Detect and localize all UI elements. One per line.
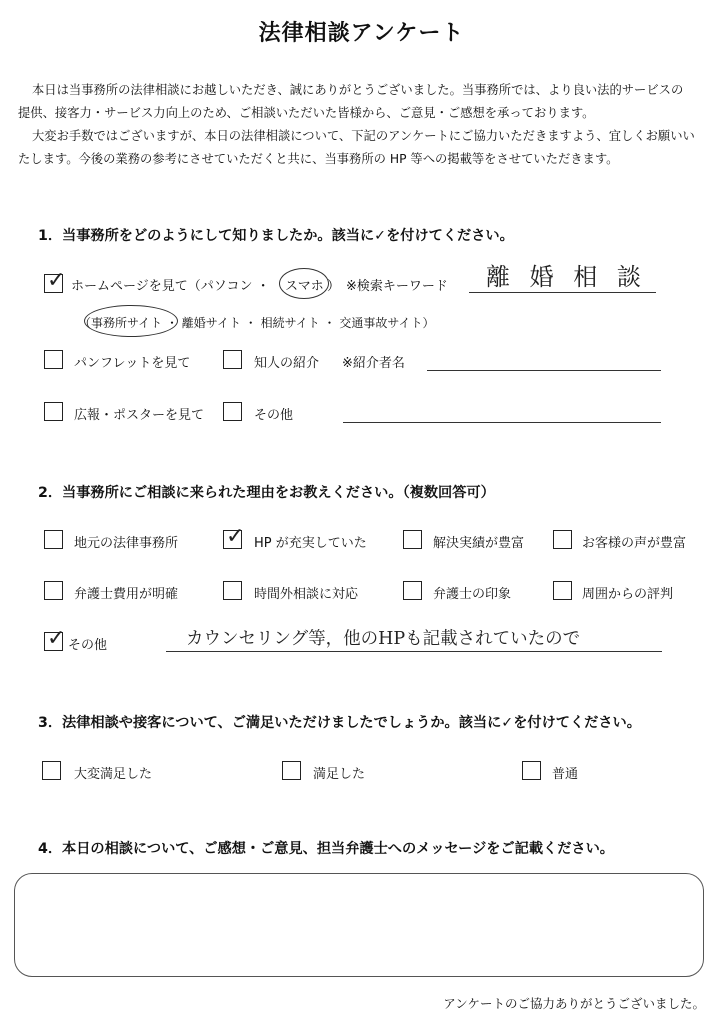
q2-option-checkbox[interactable]: [223, 530, 242, 549]
q1-keyword-underline: [469, 292, 656, 293]
q2-other-handwritten[interactable]: カウンセリング等，他のHPも記載されていたので: [186, 629, 581, 649]
q3-option-checkbox[interactable]: [522, 761, 541, 780]
q3-heading: 3．法律相談や接客について、ご満足いただけましたでしょうか。該当に✓を付けてください。: [38, 715, 641, 731]
q1-homepage-checkbox[interactable]: [44, 274, 63, 293]
q1-referrer-label: ※紹介者名: [342, 356, 405, 371]
q1-pamphlet-checkbox[interactable]: [44, 350, 63, 369]
q1-referral-label: 知人の紹介: [254, 356, 320, 371]
q2-option-label: 時間外相談に対応: [254, 587, 359, 602]
q3-option-label: 満足した: [313, 767, 366, 782]
footer-thanks: アンケートのご協力ありがとうございました。: [443, 996, 705, 1011]
intro-line-2: 提供、接客力・サービス力向上のため、ご相談いただいた皆様から、ご意見・ご感想を承っております。: [18, 106, 595, 120]
q2-option-checkbox[interactable]: [44, 530, 63, 549]
q1-site-types: （事務所サイト ・ 離婚サイト ・ 相続サイト ・ 交通事故サイト）: [79, 316, 435, 330]
q1-smartphone-option: スマホ: [285, 279, 324, 294]
q2-option-checkbox[interactable]: [553, 581, 572, 600]
intro-line-3: 大変お手数ではございますが、本日の法律相談について、下記のアンケートにご協力いただきますよう、宜しくお願いい: [32, 129, 695, 143]
q2-option-label: お客様の声が豊富: [582, 536, 687, 551]
q2-heading: 2．当事務所にご相談に来られた理由をお教えください。（複数回答可）: [38, 485, 495, 501]
q3-option-checkbox[interactable]: [282, 761, 301, 780]
q2-option-label: 弁護士の印象: [433, 587, 512, 602]
q1-homepage-label: ホームページを見て（パソコン ・: [71, 279, 270, 294]
q2-other-label: その他: [68, 638, 108, 653]
q1-referrer-field[interactable]: [427, 370, 661, 371]
q2-other-checkbox[interactable]: [44, 632, 63, 651]
q2-option-label: 弁護士費用が明確: [74, 587, 179, 602]
q1-poster-label: 広報・ポスターを見て: [74, 408, 205, 423]
q1-other-checkbox[interactable]: [223, 402, 242, 421]
q2-option-checkbox[interactable]: [403, 530, 422, 549]
q2-option-label: 地元の法律事務所: [74, 536, 179, 551]
q1-other-label: その他: [254, 408, 294, 423]
q1-paren-close: ）: [327, 279, 341, 294]
q4-heading: 4．本日の相談について、ご感想・ご意見、担当弁護士へのメッセージをご記載ください。: [38, 841, 614, 857]
q3-option-checkbox[interactable]: [42, 761, 61, 780]
q2-option-label: HP が充実していた: [254, 536, 367, 551]
q2-option-checkbox[interactable]: [223, 581, 242, 600]
intro-line-4: たします。今後の業務の参考にさせていただくと共に、当事務所の HP 等への掲載等をさせていただきます。: [18, 152, 619, 166]
q1-keyword-handwritten[interactable]: 離 婚 相 談: [486, 263, 647, 291]
q4-comment-box[interactable]: [14, 873, 704, 977]
q3-option-label: 普通: [552, 767, 579, 782]
intro-line-1: 本日は当事務所の法律相談にお越しいただき、誠にありがとうございました。当事務所では、より良い法的サービスの: [32, 83, 684, 97]
q1-referral-checkbox[interactable]: [223, 350, 242, 369]
q2-option-label: 解決実績が豊富: [433, 536, 525, 551]
q2-option-checkbox[interactable]: [403, 581, 422, 600]
q1-heading: 1．当事務所をどのようにして知りましたか。該当に✓を付けてください。: [38, 228, 514, 244]
q1-keyword-label: ※検索キーワード: [346, 279, 448, 294]
q2-option-checkbox[interactable]: [553, 530, 572, 549]
q1-pamphlet-label: パンフレットを見て: [74, 356, 191, 371]
q2-option-checkbox[interactable]: [44, 581, 63, 600]
q2-other-underline: [166, 651, 662, 652]
page-title: 法律相談アンケート: [258, 21, 465, 46]
q2-option-label: 周囲からの評判: [582, 587, 674, 602]
q1-other-field[interactable]: [343, 422, 661, 423]
q3-option-label: 大変満足した: [74, 767, 153, 782]
q1-poster-checkbox[interactable]: [44, 402, 63, 421]
office-site-circle-mark: [84, 305, 178, 337]
